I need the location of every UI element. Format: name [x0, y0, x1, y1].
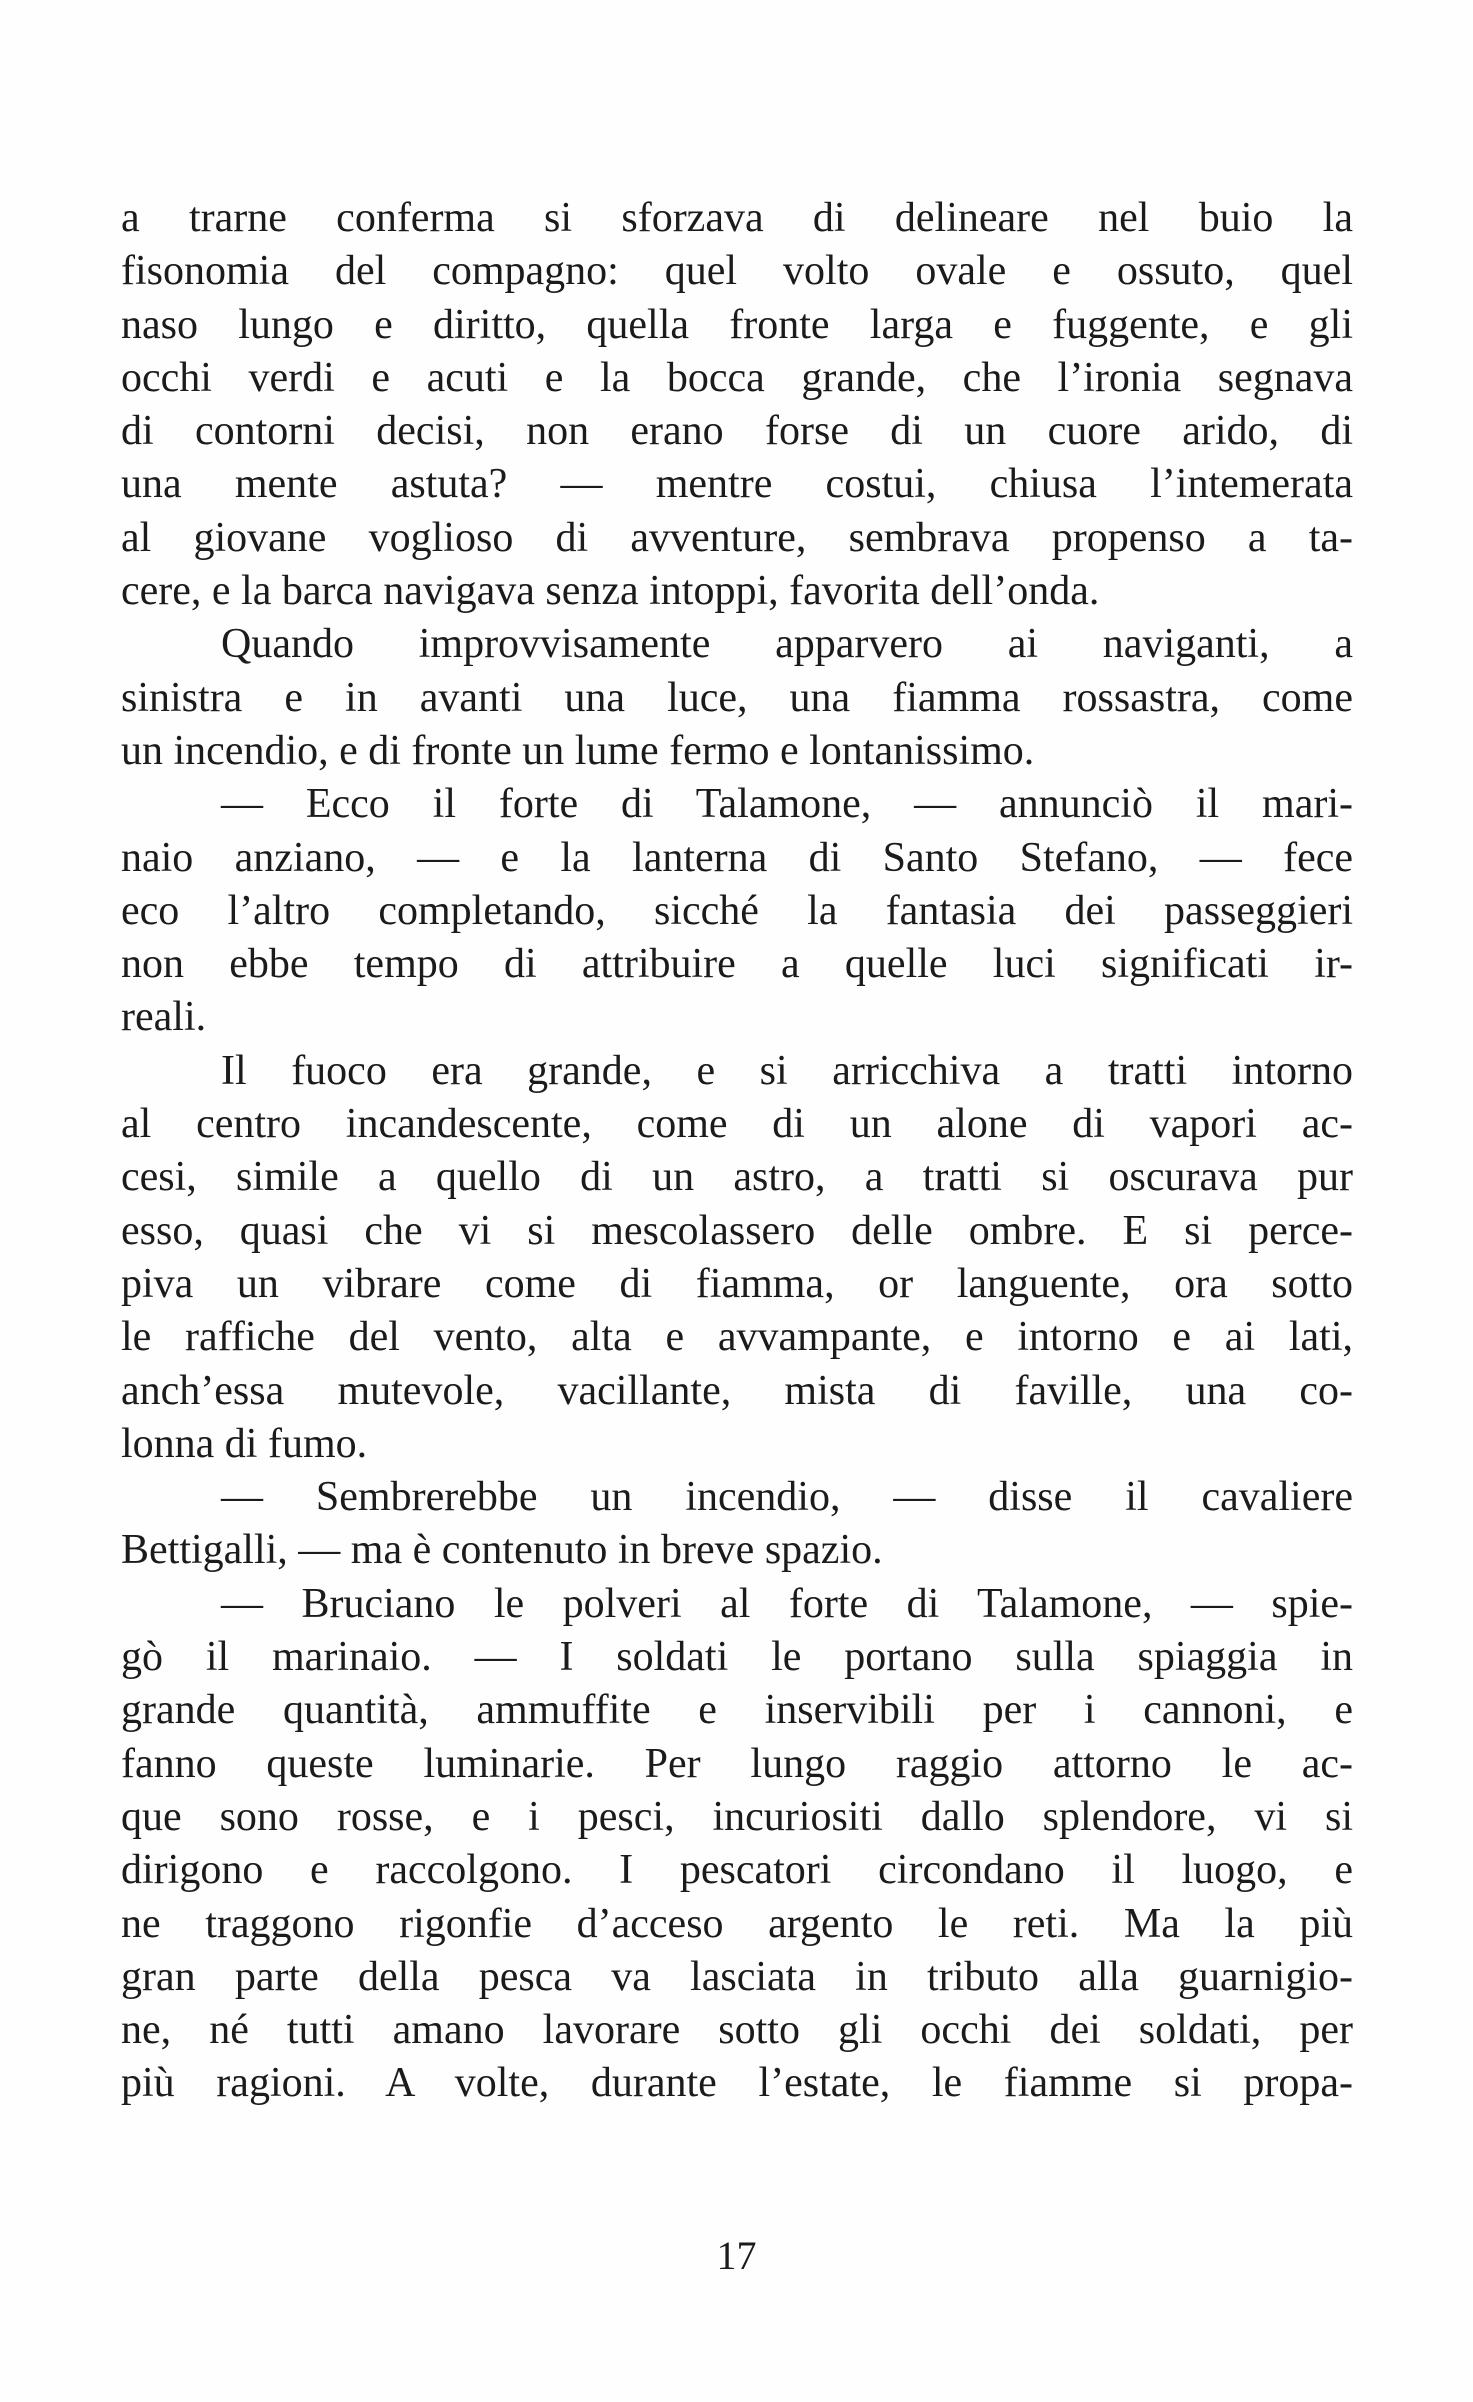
text-line: di contorni decisi, non erano forse di un cuore arido, di: [121, 408, 1353, 455]
text-line: una mente astuta? — mentre costui, chiusa l’intemerata: [121, 461, 1353, 508]
text-line: più ragioni. A volte, durante l’estate, le fiamme si propa-: [121, 2060, 1353, 2107]
text-line: naso lungo e diritto, quella fronte larga e fuggente, e gli: [121, 301, 1353, 348]
text-line: ne traggono rigonfie d’acceso argento le reti. Ma la più: [121, 1900, 1353, 1947]
text-line: Bettigalli, — ma è contenuto in breve spazio.: [121, 1527, 883, 1574]
text-line: Quando improvvisamente apparvero ai naviganti, a: [221, 621, 1353, 668]
text-line: gran parte della pesca va lasciata in tributo alla guarnigio-: [121, 1953, 1353, 2000]
text-line: esso, quasi che vi si mescolassero delle ombre. E si perce-: [121, 1207, 1353, 1254]
text-line: ne, né tutti amano lavorare sotto gli occhi dei soldati, per: [121, 2007, 1353, 2054]
text-line: anch’essa mutevole, vacillante, mista di faville, una co-: [121, 1367, 1353, 1414]
text-line: grande quantità, ammuffite e inservibili per i cannoni, e: [121, 1687, 1353, 1734]
text-line: dirigono e raccolgono. I pescatori circondano il luogo, e: [121, 1847, 1353, 1894]
text-line: gò il marinaio. — I soldati le portano sulla spiaggia in: [121, 1634, 1353, 1681]
text-line: lonna di fumo.: [121, 1420, 368, 1467]
text-line: cere, e la barca navigava senza intoppi, favorita dell’onda.: [121, 568, 1100, 615]
text-line: — Ecco il forte di Talamone, — annunciò il mari-: [221, 781, 1353, 828]
text-line: un incendio, e di fronte un lume fermo e lontanissimo.: [121, 727, 1035, 774]
text-line: cesi, simile a quello di un astro, a tratti si oscurava pur: [121, 1154, 1353, 1201]
text-line: a trarne conferma si sforzava di delineare nel buio la: [121, 195, 1353, 241]
text-line: al giovane voglioso di avventure, sembrava propenso a ta-: [121, 514, 1353, 561]
text-line: le raffiche del vento, alta e avvampante, e intorno e ai lati,: [121, 1314, 1353, 1361]
text-line: non ebbe tempo di attribuire a quelle luci significati ir-: [121, 941, 1353, 988]
text-line: fanno queste luminarie. Per lungo raggio attorno le ac-: [121, 1740, 1353, 1787]
text-line: reali.: [121, 994, 207, 1041]
text-line: sinistra e in avanti una luce, una fiamma rossastra, come: [121, 674, 1353, 721]
page-number: 17: [716, 2233, 757, 2278]
text-line: al centro incandescente, come di un alone di vapori ac-: [121, 1101, 1353, 1148]
text-line: occhi verdi e acuti e la bocca grande, che l’ironia segnava: [121, 354, 1353, 401]
text-line: Il fuoco era grande, e si arricchiva a tratti intorno: [221, 1047, 1353, 1094]
text-line: naio anziano, — e la lanterna di Santo Stefano, — fece: [121, 834, 1353, 881]
body-text: [121, 192, 1353, 2111]
text-line: eco l’altro completando, sicché la fantasia dei passeggieri: [121, 887, 1353, 934]
text-line: fisonomia del compagno: quel volto ovale e ossuto, quel: [121, 248, 1353, 295]
text-line: piva un vibrare come di fiamma, or languente, ora sotto: [121, 1260, 1353, 1307]
text-line: que sono rosse, e i pesci, incuriositi dallo splendore, vi si: [121, 1793, 1353, 1840]
text-line: — Bruciano le polveri al forte di Talamone, — spie-: [221, 1580, 1353, 1627]
text-line: — Sembrerebbe un incendio, — disse il cavaliere: [221, 1474, 1353, 1521]
